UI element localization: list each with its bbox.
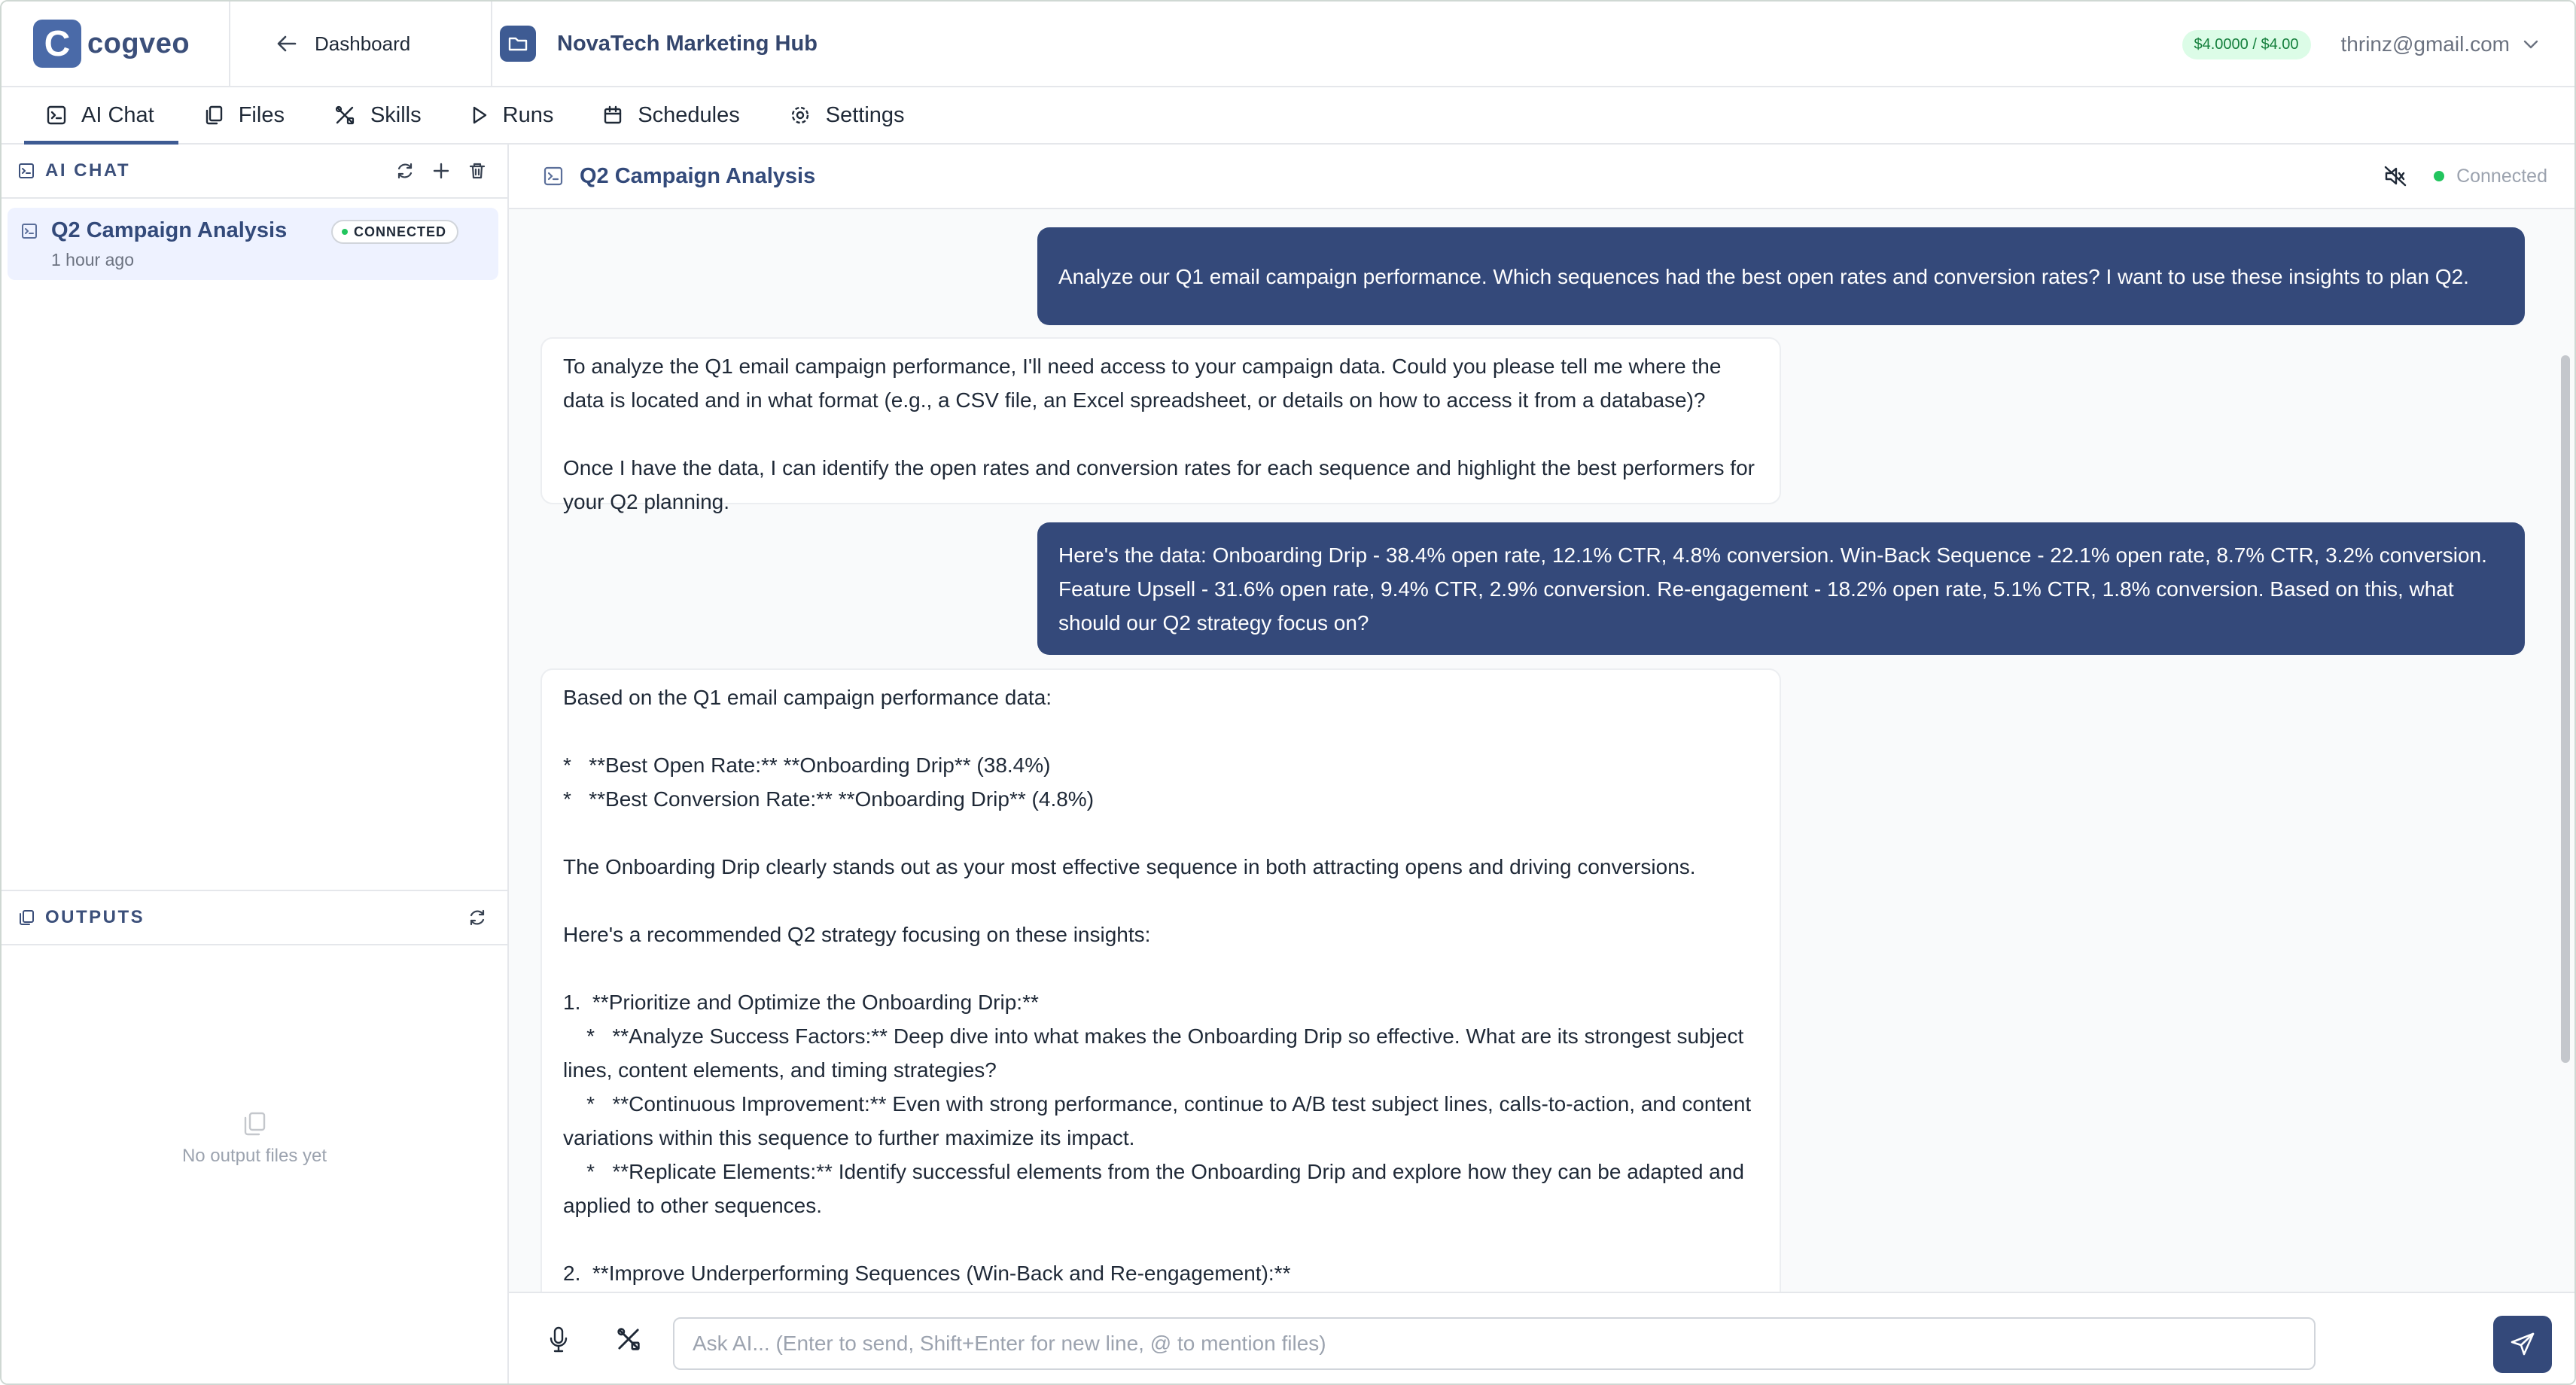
arrow-left-icon xyxy=(277,35,297,52)
scrollbar-thumb[interactable] xyxy=(2561,355,2570,1063)
refresh-icon[interactable] xyxy=(468,909,486,927)
ai-chat-section-label: AI CHAT xyxy=(45,160,131,181)
outputs-section-header xyxy=(2,891,507,945)
calendar-icon xyxy=(603,105,623,125)
project-header xyxy=(492,1,818,87)
session-time: 1 hour ago xyxy=(51,250,134,269)
main-tabs xyxy=(2,87,2576,145)
sidebar xyxy=(2,145,509,1385)
top-bar xyxy=(2,2,2576,87)
chat-title: Q2 Campaign Analysis xyxy=(580,163,816,188)
terminal-icon xyxy=(544,166,563,186)
chat-header xyxy=(509,145,2576,209)
tab-label: Runs xyxy=(502,102,554,127)
tab-label: Schedules xyxy=(638,102,740,127)
tab-label: Files xyxy=(238,102,285,127)
dashboard-label: Dashboard xyxy=(315,32,411,55)
terminal-icon xyxy=(18,163,35,179)
outputs-section xyxy=(2,890,507,1385)
logo-text: cogveo xyxy=(87,27,190,59)
tab-ai-chat[interactable] xyxy=(24,87,178,143)
status-badge xyxy=(331,220,458,244)
ai-chat-actions xyxy=(396,162,486,180)
connection-dot xyxy=(2434,171,2444,181)
files-icon xyxy=(18,909,35,926)
speaker-muted-icon[interactable] xyxy=(2384,166,2407,187)
empty-outputs-text: No output files yet xyxy=(181,1146,327,1166)
chat-input[interactable] xyxy=(673,1317,2316,1370)
tab-runs[interactable] xyxy=(447,87,578,143)
send-icon xyxy=(2510,1332,2535,1357)
send-button[interactable] xyxy=(2493,1316,2552,1373)
outputs-section-label: OUTPUTS xyxy=(45,907,145,927)
chat-header-right xyxy=(2384,166,2547,187)
tab-label: AI Chat xyxy=(81,102,154,127)
chat-scrollbar[interactable] xyxy=(2559,215,2571,1385)
logo[interactable] xyxy=(2,1,230,87)
chat-session-item[interactable] xyxy=(8,208,498,280)
logo-mark: C xyxy=(33,20,81,68)
tools-icon xyxy=(334,105,355,126)
tab-skills[interactable] xyxy=(310,87,446,143)
chevron-down-icon xyxy=(2523,40,2538,49)
ai-chat-section-header xyxy=(2,145,507,199)
assistant-message: Based on the Q1 email campaign performance data: * **Best Open Rate:** **Onboarding Drip** (38.4%) * **Best Conversion Rate:** **Onboarding Drip** (4.8%) The Onboarding Drip clearly stands out as your most effective sequence in both attracting opens and driving conversions. Here's a recommended Q2 strategy focusing on these insights: 1. **Prioritize and Optimize the Onboarding Drip:** * **Analyze Success Factors:** Deep dive into what makes the Onboarding Drip so effective. What are its strongest subject lines, content elements, and timing strategies? * **Continuous Improvement:** Even with strong performance, continue to A/B test subject lines, calls-to-action, and content variations within this sequence to further maximize its impact. * **Replicate Elements:** Identify successful elements from the Onboarding Drip and explore how they can be adapted and applied to other sequences. 2. **Improve Underperforming Sequences (Win-Back and Re-engagement):** xyxy=(540,668,1781,1385)
terminal-icon xyxy=(47,105,66,125)
refresh-icon[interactable] xyxy=(396,162,414,180)
session-title: Q2 Campaign Analysis xyxy=(51,218,288,242)
trash-icon[interactable] xyxy=(468,162,486,180)
tab-label: Skills xyxy=(370,102,422,127)
files-icon xyxy=(204,105,224,125)
chat-panel xyxy=(509,145,2576,1385)
empty-outputs xyxy=(2,1111,507,1167)
tab-schedules[interactable] xyxy=(579,87,763,143)
user-message: Here's the data: Onboarding Drip - 38.4% open rate, 12.1% CTR, 4.8% conversion. Win-Back Sequence - 22.1% open rate, 8.7% CTR, 3.2% conversion. Feature Upsell - 31.6% open rate, 9.4% CTR, 2.9% conversion. Re-engagement - 18.2% open rate, 5.1% CTR, 1.8% conversion. Based on this, what should our Q2 strategy focus on? xyxy=(1037,522,2525,655)
microphone-icon[interactable] xyxy=(548,1326,569,1353)
tab-settings[interactable] xyxy=(766,87,929,143)
play-icon xyxy=(471,105,488,125)
terminal-icon xyxy=(21,223,38,239)
gear-icon xyxy=(790,105,811,126)
user-message: Analyze our Q1 email campaign performance. Which sequences had the best open rates and conversion rates? I want to use these insights to plan Q2. xyxy=(1037,227,2525,325)
connection-status: Connected xyxy=(2456,165,2547,187)
folder-icon xyxy=(500,26,536,62)
message-composer xyxy=(509,1292,2576,1385)
outputs-actions xyxy=(468,909,486,927)
status-badge-label: CONNECTED xyxy=(354,224,447,239)
user-email: thrinz@gmail.com xyxy=(2340,32,2510,56)
user-menu[interactable] xyxy=(2341,32,2538,56)
message-list xyxy=(509,211,2564,1385)
project-title: NovaTech Marketing Hub xyxy=(557,31,818,56)
top-right xyxy=(2182,2,2576,87)
status-dot xyxy=(342,229,348,235)
plus-icon[interactable] xyxy=(432,162,450,180)
assistant-message: To analyze the Q1 email campaign performance, I'll need access to your campaign data. Could you please tell me where the data is located and in what format (e.g., a CSV file, an Excel spreadsheet, or details on how to access it from a database)? Once I have the data, I can identify the open rates and conversion rates for each sequence and highlight the best performers for your Q2 planning. xyxy=(540,337,1781,504)
tab-files[interactable] xyxy=(180,87,309,143)
tools-icon[interactable] xyxy=(616,1326,641,1352)
dashboard-link[interactable] xyxy=(230,1,492,87)
files-icon xyxy=(242,1111,267,1137)
budget-badge: $4.0000 / $4.00 xyxy=(2182,30,2311,59)
tab-label: Settings xyxy=(825,102,905,127)
